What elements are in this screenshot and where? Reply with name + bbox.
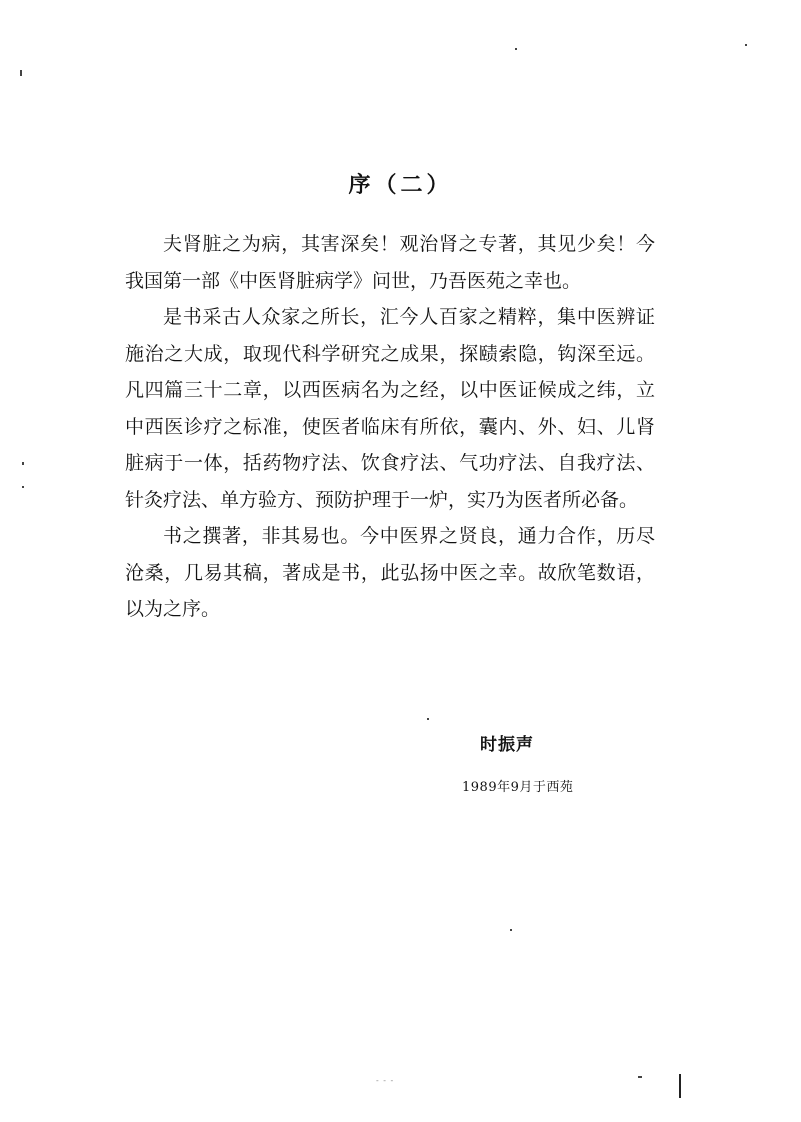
scan-speck: [515, 48, 517, 50]
scan-speck: [427, 718, 429, 720]
scan-speck: [745, 44, 747, 46]
scan-speck: [22, 486, 24, 488]
scan-speck: [510, 929, 512, 931]
scan-speck: [638, 1076, 642, 1078]
scan-dashes: - - -: [376, 1076, 395, 1085]
scan-speck: [20, 70, 22, 76]
paragraph-3: 书之撰著，非其易也。今中医界之贤良，通力合作，历尽沧桑，几易其稿，著成是书，此弘扬中医之幸。故欣笔数语，以为之序。: [125, 525, 655, 620]
page-edge-rule: [679, 1074, 681, 1098]
signature-date: 1989年9月于西苑: [462, 780, 574, 795]
preface-body: [125, 226, 655, 628]
author-signature: 时振声: [480, 735, 534, 755]
page-title: 序（二）: [348, 172, 453, 198]
paragraph-2: 是书采古人众家之所长，汇今人百家之精粹，集中医辨证施治之大成，取现代科学研究之成果，探赜索隐，钩深至远。凡四篇三十二章，以西医病名为之经，以中医证候成之纬，立中西医诊疗之标准，使医者临床有所依，囊内、外、妇、儿肾脏病于一体，括药物疗法、饮食疗法、气功疗法、自我疗法、针灸疗法、单方验方、预防护理于一炉，实乃为医者所必备。: [125, 306, 655, 511]
scan-speck: [22, 462, 24, 465]
paragraph-1: 夫肾脏之为病，其害深矣！观治肾之专著，其见少矣！今我国第一部《中医肾脏病学》问世，乃吾医苑之幸也。: [125, 233, 655, 292]
